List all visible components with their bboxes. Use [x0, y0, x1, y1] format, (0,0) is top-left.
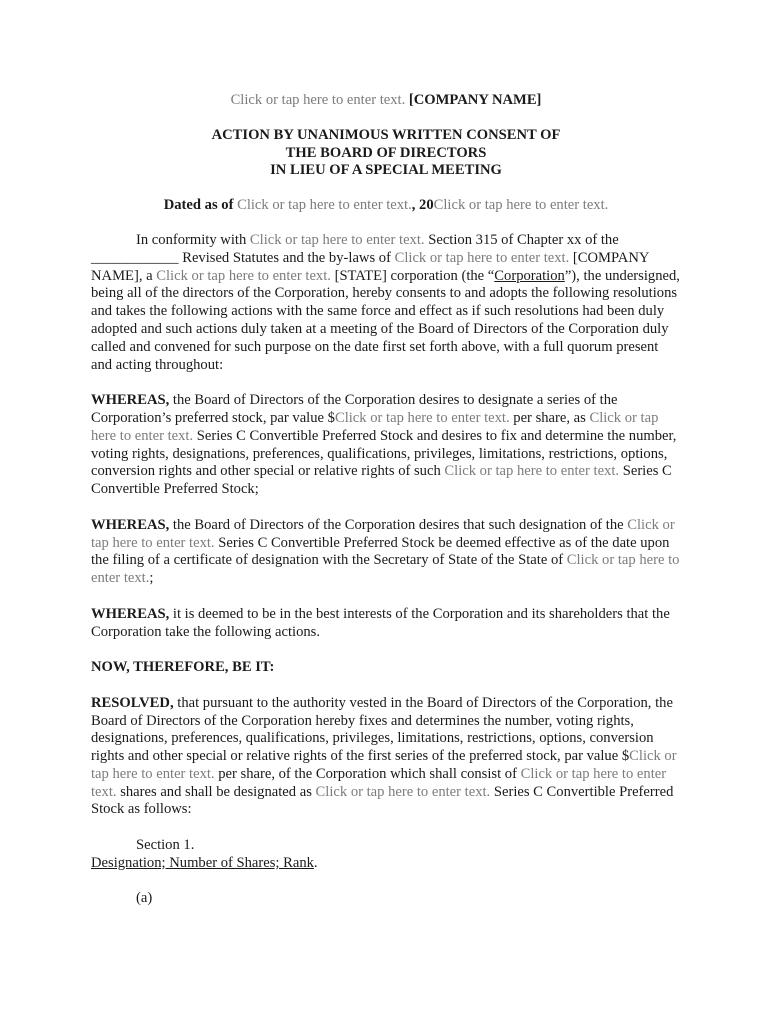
intro-text-2: Section 315 of Chapter xx of the ____________ Revised Statutes and the by-laws of	[91, 231, 619, 266]
filing-state-placeholder[interactable]: Click or tap here to enter text.	[91, 552, 680, 587]
section-1-heading: Designation; Number of Shares; Rank	[91, 854, 314, 871]
resolved-text-3: shares and shall be designated as	[120, 783, 312, 800]
whereas-label-2: WHEREAS,	[91, 516, 170, 533]
resolved-text-1: that pursuant to the authority vested in the Board of Directors of the Corporation, the Board of Directors of the Corporation hereby fixes and determines the number, voting rights, designations, preferences, qualifications, privileges, limitations, restrictions, options, conversion rights and other special or relative rights of the first series of the preferred stock, par value $	[91, 694, 673, 765]
whereas-label-1: WHEREAS,	[91, 392, 170, 409]
whereas2-text-1: the Board of Directors of the Corporation desires that such designation of the	[172, 516, 624, 533]
resolved-paragraph	[91, 695, 681, 820]
corporation-defined-term: Corporation	[494, 267, 565, 284]
series-name-placeholder[interactable]: Click or tap here to enter text.	[315, 783, 491, 800]
intro-text-4: [STATE] corporation (the “	[334, 267, 495, 284]
whereas2-text-3: ;	[149, 570, 154, 587]
section-1-heading-line	[91, 855, 681, 873]
share-count-placeholder[interactable]: Click or tap here to enter text.	[91, 765, 667, 800]
whereas1-text-1: the Board of Directors of the Corporation desires to designate a series of the Corporation’s preferred stock, par value $	[91, 392, 618, 426]
whereas-paragraph-1	[91, 392, 681, 499]
resolved-label: RESOLVED,	[91, 694, 174, 711]
whereas-paragraph-2	[91, 517, 681, 588]
section-1-heading-period: .	[313, 854, 318, 871]
title-line-1: ACTION BY UNANIMOUS WRITTEN CONSENT OF	[211, 126, 561, 143]
section-1-number: Section 1.	[136, 837, 195, 854]
date-placeholder[interactable]: Click or tap here to enter text.	[237, 197, 412, 214]
subsection-a-label: (a)	[136, 890, 153, 907]
par-value-placeholder-2[interactable]: Click or tap here to enter text.	[91, 748, 677, 782]
document-title	[91, 127, 681, 180]
intro-text-3: [COMPANY NAME], a	[91, 249, 649, 284]
dated-label: Dated as of	[163, 197, 234, 214]
title-line-2: THE BOARD OF DIRECTORS	[285, 144, 487, 161]
title-line-3: IN LIEU OF A SPECIAL MEETING	[270, 162, 502, 179]
document-page	[91, 92, 681, 908]
state-placeholder[interactable]: Click or tap here to enter text.	[156, 267, 331, 284]
whereas3-text-1: it is deemed to be in the best interests of the Corporation and its shareholders that the Corporation take the following actions.	[91, 605, 670, 640]
whereas2-text-2: Series C Convertible Preferred Stock be deemed effective as of the date upon the filing of a certificate of designation with the Secretary of State of the State of	[91, 534, 670, 569]
series-count-placeholder-2[interactable]: Click or tap here to enter text.	[444, 463, 620, 480]
intro-text-1: In conformity with	[136, 231, 247, 248]
company-name: [COMPANY NAME]	[408, 92, 542, 108]
intro-paragraph	[91, 232, 681, 374]
jurisdiction-placeholder[interactable]: Click or tap here to enter text.	[249, 231, 425, 248]
series-count-placeholder[interactable]: Click or tap here to enter text.	[91, 409, 659, 444]
company-heading-line	[91, 92, 681, 110]
year-placeholder[interactable]: Click or tap here to enter text.	[433, 197, 609, 214]
dated-line	[91, 197, 681, 215]
intro-text-5: ”), the undersigned, being all of the directors of the Corporation, hereby consents to and adopts the following resolutions and takes the following actions with the same force and effect as if such resolutions had been duly adopted and such actions duly taken at a meeting of the Board of Directors of the Corporation duly called and convened for such purpose on the date first set forth above, with a full quorum present and acting throughout:	[91, 267, 680, 373]
bylaws-placeholder[interactable]: Click or tap here to enter text.	[394, 249, 570, 266]
now-therefore-text: NOW, THEREFORE, BE IT:	[91, 659, 275, 676]
whereas-paragraph-3	[91, 606, 681, 642]
whereas1-text-4: Series C Convertible Preferred Stock;	[91, 463, 672, 498]
dated-year: , 20	[411, 197, 434, 214]
now-therefore-heading	[91, 659, 681, 677]
section-1	[91, 837, 681, 873]
whereas-label-3: WHEREAS,	[91, 605, 170, 622]
resolved-text-4: Series C Convertible Preferred Stock as follows:	[91, 783, 674, 818]
resolved-text-2: per share, of the Corporation which shall consist of	[218, 765, 517, 782]
company-placeholder[interactable]: Click or tap here to enter text.	[230, 92, 406, 108]
whereas1-text-3: Series C Convertible Preferred Stock and desires to fix and determine the number, voting rights, designations, preferences, qualifications, privileges, limitations, restrictions, options, conversion rights and other special or relative rights of such	[91, 427, 677, 480]
par-value-placeholder[interactable]: Click or tap here to enter text.	[334, 409, 510, 426]
whereas1-text-2: per share, as	[513, 409, 586, 426]
designation-placeholder[interactable]: Click or tap here to enter text.	[91, 516, 675, 551]
